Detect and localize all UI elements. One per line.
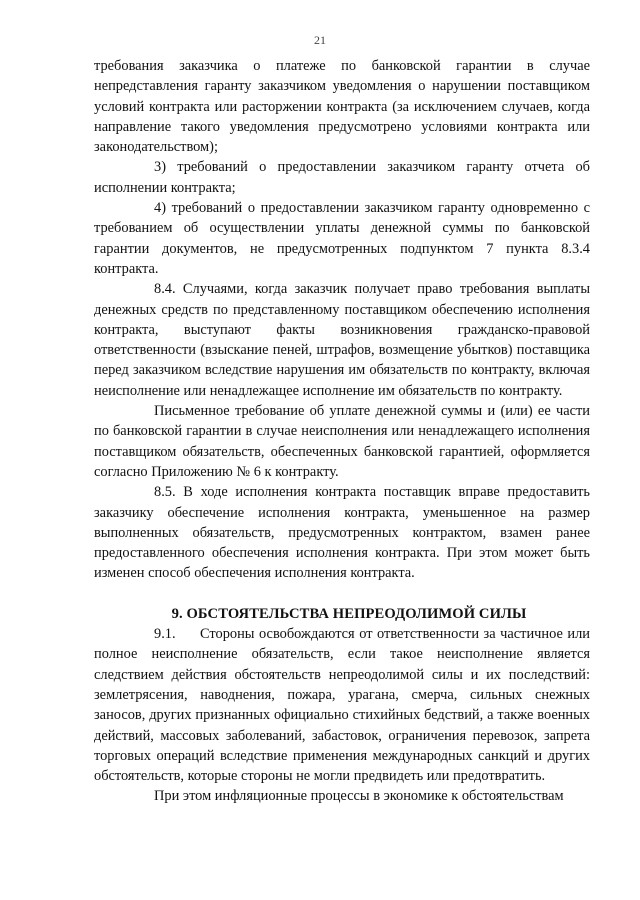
clause-number: 9.1. xyxy=(154,626,176,643)
paragraph-inflation: При этом инфляционные процессы в экономике к обстоятельствам xyxy=(154,788,564,805)
paragraph-written-demand: Письменное требование об уплате денежной суммы и (или) ее части по банковской гарантии в случае неисполнения или ненадлежащего исполнения поставщиком обязательств, обеспеченных банковской гарантией, оформляется согласно Приложению № 6 к контракту. xyxy=(94,403,590,480)
paragraph-clause-8-4: 8.4. Случаями, когда заказчик получает право требования выплаты денежных средств по представленному поставщиком обеспечению исполнения контракта, выступают факты возникновения гражданско-правовой ответственности (взыскание пеней, штрафов, возмещение убытков) поставщика перед заказчиком вследствие нарушения им обязательств по контракту, включая неисполнение или ненадлежащее исполнение им обязательств по контракту. xyxy=(94,281,590,399)
paragraph-clause-9-1 xyxy=(94,624,590,786)
paragraph-clause-8-5: 8.5. В ходе исполнения контракта поставщик вправе предоставить заказчику обеспечение исполнения контракта, уменьшенное на размер выполненных обязательств, предусмотренных контрактом, взамен ранее предоставленного обеспечения исполнения контракта. При этом может быть изменен способ обеспечения исполнения контракта. xyxy=(94,484,590,582)
section-heading-force-majeure: 9. ОБСТОЯТЕЛЬСТВА НЕПРЕОДОЛИМОЙ СИЛЫ xyxy=(171,605,527,622)
paragraph-guarantee-demand-continuation: требования заказчика о платеже по банковской гарантии в случае непредставления гаранту заказчиком уведомления о нарушении поставщиком условий контракта или расторжении контракта (за исключением случаев, когда направление такого уведомления предусмотрено условиями контракта или законодательством); xyxy=(94,58,590,156)
document-body xyxy=(94,56,590,807)
paragraph-item-4: 4) требований о предоставлении заказчиком гаранту одновременно с требованием об осуществлении уплаты денежной суммы по банковской гарантии документов, не предусмотренных подпунктом 7 пункта 8.3.4 контракта. xyxy=(94,200,590,277)
clause-text: Стороны освобождаются от ответственности за частичное или полное неисполнение обязательств, если такое неисполнение является следствием действия обстоятельств непреодолимой силы и их последствий: землетрясения, наводнения, пожара, урагана, смерча, сильных снежных заносов, других признанных официально стихийных бедствий, а также военных действий, массовых заболеваний, забастовок, ограничения перевозок, запрета торговых операций вследствие применения международных санкций и других обстоятельств, которые стороны не могли предвидеть или предотвратить. xyxy=(94,626,590,785)
paragraph-item-3: 3) требований о предоставлении заказчиком гаранту отчета об исполнении контракта; xyxy=(94,159,590,196)
page-number: 21 xyxy=(314,33,326,47)
